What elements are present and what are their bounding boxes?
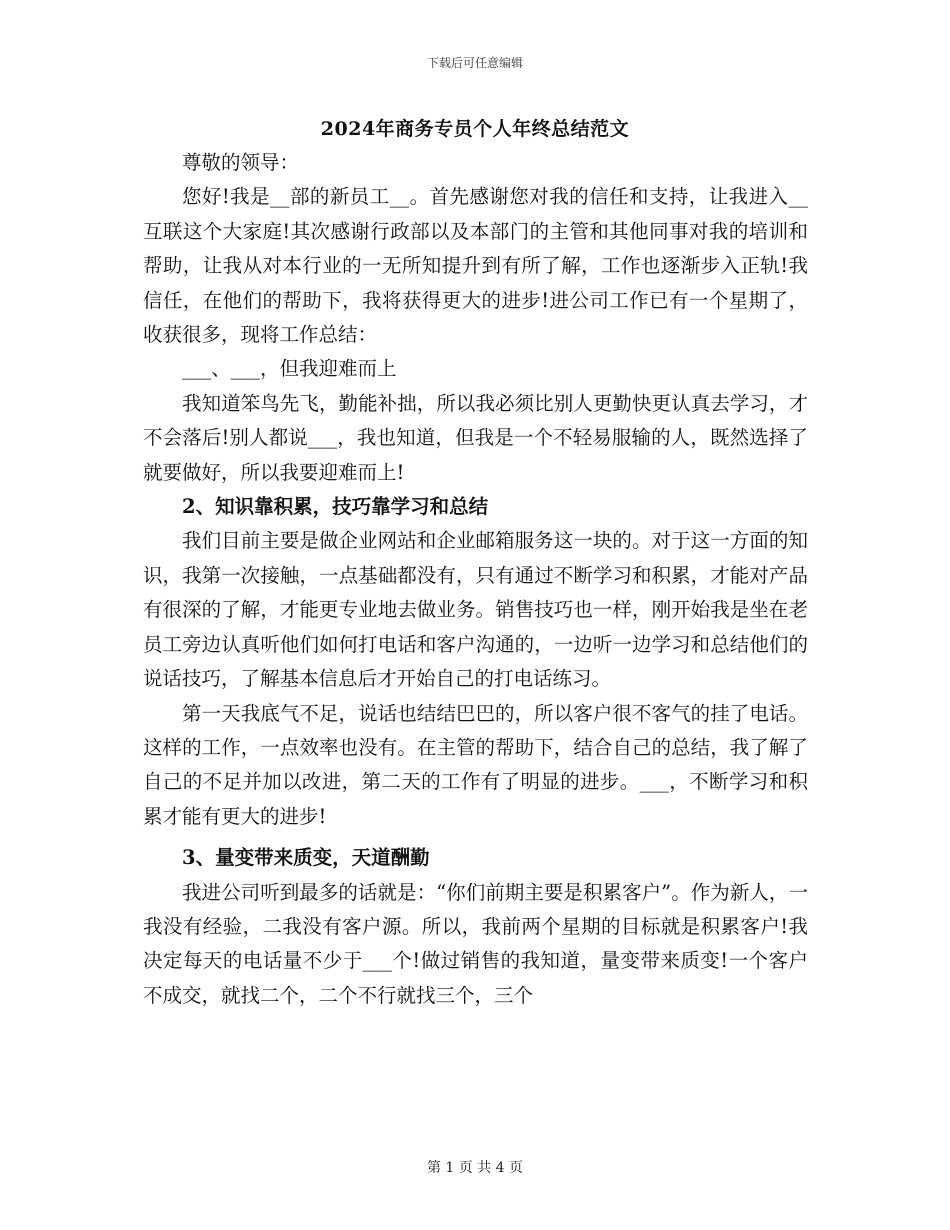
section2-heading: 2、知识靠积累，技巧靠学习和总结 — [182, 495, 489, 519]
document-title: 2024年商务专员个人年终总结范文 — [320, 118, 630, 140]
section1-paragraph: 我知道笨鸟先飞，勤能补拙，所以我必须比别人更勤快更认真去学习，才不会落后!别人都说___，我也知道，但我是一个不轻易服输的人，既然选择了就要做好，所以我要迎难而上! — [143, 391, 808, 484]
section1-heading: ___、___，但我迎难而上 — [182, 357, 397, 381]
document-body — [143, 146, 808, 1013]
page-header-note: 下载后可任意编辑 — [426, 56, 523, 70]
section3-paragraph: 我进公司听到最多的话就是：“你们前期主要是积累客户”。作为新人，一我没有经验，二我没有客户源。所以，我前两个星期的目标就是积累客户!我决定每天的电话量不少于___个!做过销售的我知道，量变带来质变!一个客户不成交，就找二个，二个不行就找三个，三个 — [143, 880, 808, 1007]
salutation: 尊敬的领导： — [182, 151, 300, 174]
section2-paragraph-2: 第一天我底气不足，说话也结结巴巴的，所以客户很不客气的挂了电话。这样的工作，一点效率也没有。在主管的帮助下，结合自己的总结，我了解了自己的不足并加以改进，第二天的工作有了明显的进步。___，不断学习和积累才能有更大的进步! — [143, 701, 808, 828]
intro-paragraph: 您好!我是__部的新员工__。首先感谢您对我的信任和支持，让我进入__互联这个大家庭!其次感谢行政部以及本部门的主管和其他同事对我的培训和帮助，让我从对本行业的一无所知提升到有所了解，工作也逐渐步入正轨!我信任，在他们的帮助下，我将获得更大的进步!进公司工作已有一个星期了，收获很多，现将工作总结： — [143, 185, 808, 347]
section2-paragraph-1: 我们目前主要是做企业网站和企业邮箱服务这一块的。对于这一方面的知识，我第一次接触，一点基础都没有，只有通过不断学习和积累，才能对产品有很深的了解，才能更专业地去做业务。销售技巧也一样，刚开始我是坐在老员工旁边认真听他们如何打电话和客户沟通的，一边听一边学习和总结他们的说话技巧，了解基本信息后才开始自己的打电话练习。 — [143, 529, 808, 691]
page-number: 第 1 页 共 4 页 — [426, 1160, 524, 1176]
section3-heading: 3、量变带来质变，天道酬勤 — [182, 846, 430, 870]
